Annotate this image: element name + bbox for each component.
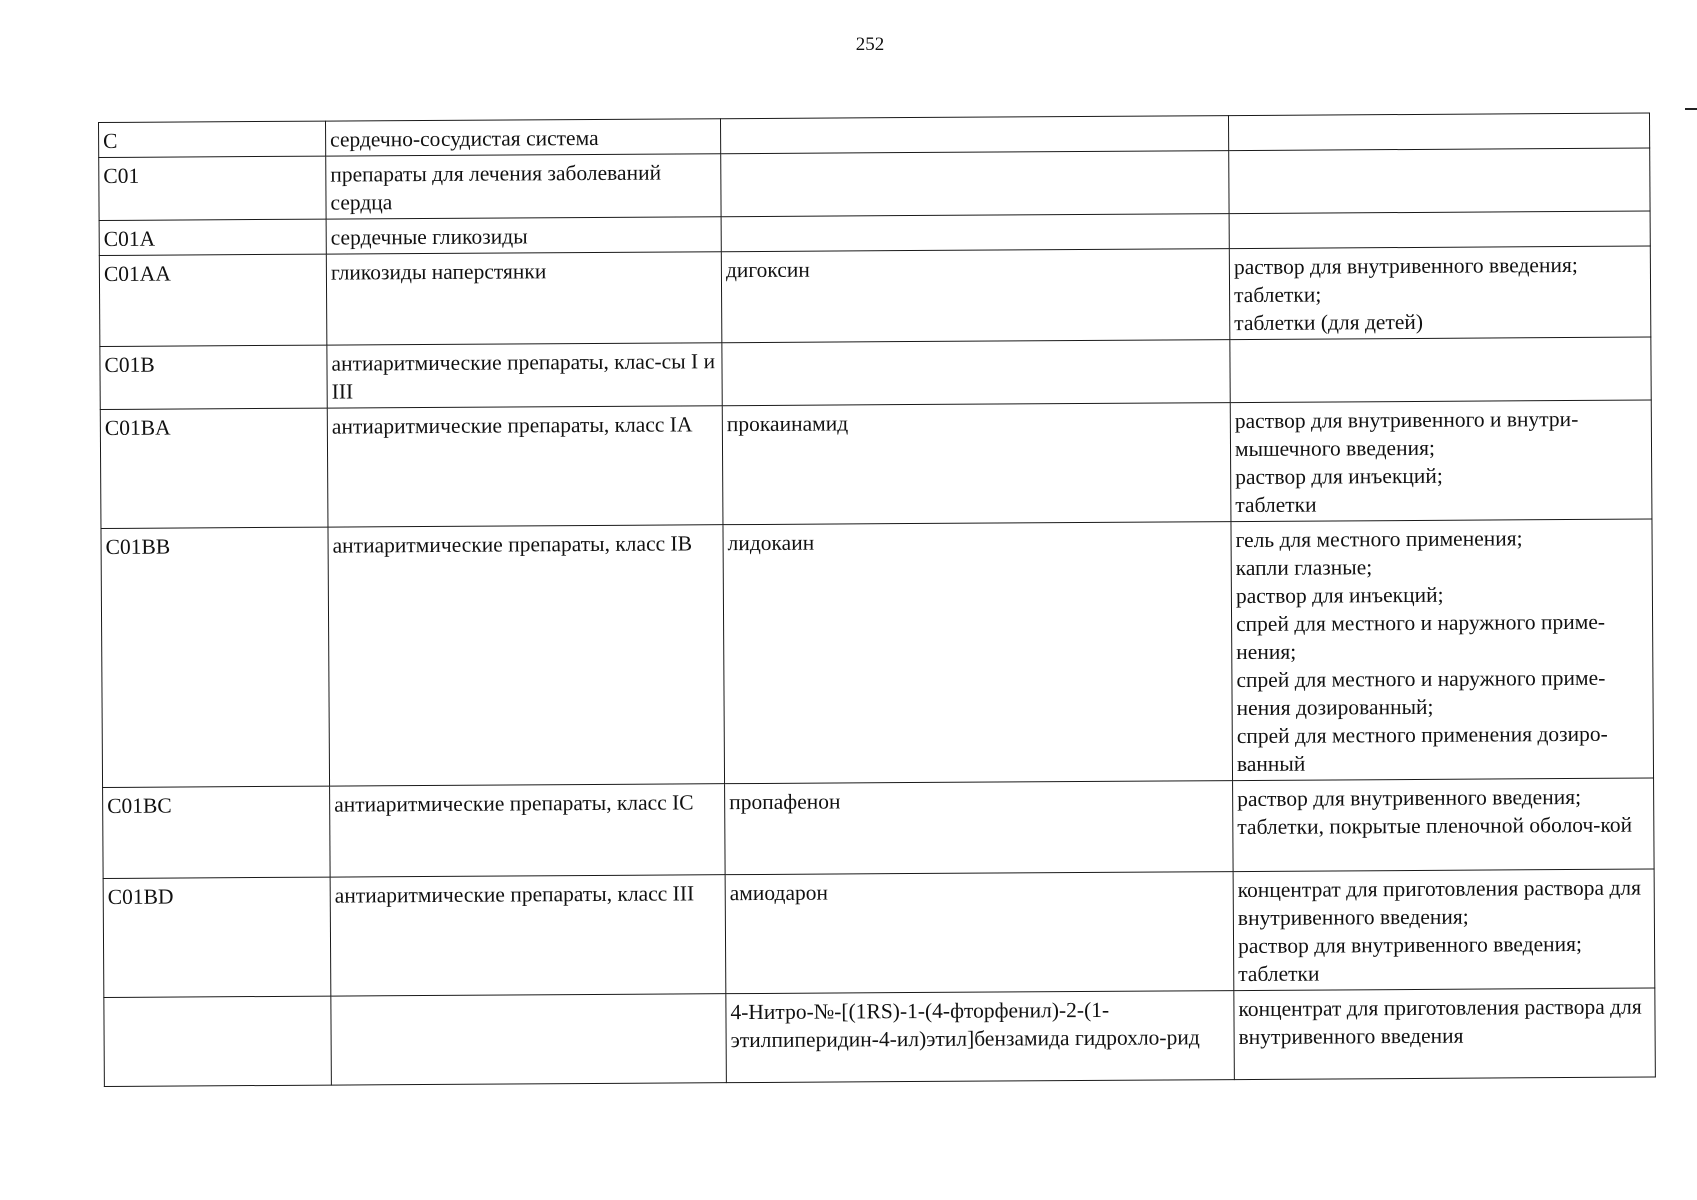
atc-code: C01B <box>100 345 327 409</box>
dosage-forms <box>1229 246 1651 340</box>
edge-mark <box>1685 108 1697 110</box>
dosage-form-item: таблетки, покрытые пленочной оболоч-кой <box>1237 812 1633 840</box>
dosage-form-item: таблетки; <box>1234 282 1322 308</box>
substance-name <box>722 340 1230 406</box>
dosage-forms <box>1230 400 1652 522</box>
dosage-forms <box>1230 337 1651 403</box>
atc-code: C01BB <box>101 527 330 787</box>
table-row <box>100 337 1651 409</box>
page-number: 252 <box>855 34 885 55</box>
dosage-forms <box>1229 211 1650 249</box>
group-name: сердечные гликозиды <box>326 217 721 254</box>
substance-name: лидокаин <box>723 522 1233 784</box>
dosage-form-item: гель для местного применения; <box>1235 526 1523 553</box>
substance-name: пропафенон <box>725 781 1234 875</box>
substance-name: амиодарон <box>725 872 1234 994</box>
dosage-forms <box>1231 519 1654 781</box>
dosage-forms <box>1234 988 1656 1080</box>
group-name: антиаритмические препараты, класс III <box>330 875 726 996</box>
group-name: препараты для лечения заболеваний сердца <box>326 154 721 219</box>
atc-code <box>104 996 332 1086</box>
dosage-form-item: раствор для инъекций; <box>1235 463 1443 490</box>
table-row <box>99 148 1650 220</box>
dosage-forms <box>1228 113 1649 151</box>
table-row <box>100 400 1652 528</box>
dosage-form-item: концентрат для приготовления раствора для внутривенного введения <box>1238 994 1642 1050</box>
dosage-forms <box>1229 148 1650 214</box>
dosage-form-item: таблетки <box>1235 492 1317 518</box>
dosage-form-item: спрей для местного применения дозиро-ванный <box>1236 721 1608 777</box>
substance-name: 4-Нитро-№-[(1RS)-1-(4-фторфенил)-2-(1-этилпиперидин-4-ил)этил]бензамида гидрохло-рид <box>726 991 1235 1083</box>
table-row <box>101 519 1654 787</box>
group-name <box>331 994 727 1085</box>
dosage-form-item: раствор для внутривенного и внутри-мышечного введения; <box>1234 406 1579 462</box>
atc-code: C01BC <box>103 786 331 878</box>
table-row <box>103 869 1655 997</box>
atc-code: C01 <box>99 156 326 220</box>
table-row <box>104 988 1656 1086</box>
atc-code: C01AA <box>99 254 327 346</box>
table-row <box>103 778 1655 878</box>
dosage-form-item: таблетки <box>1238 961 1320 987</box>
atc-code: C01BD <box>103 877 331 997</box>
substance-name: прокаинамид <box>722 403 1231 525</box>
group-name: антиаритмические препараты, класс IB <box>328 525 725 786</box>
group-name: сердечно-сосудистая система <box>325 119 720 156</box>
dosage-form-item: таблетки (для детей) <box>1234 309 1424 336</box>
atc-code: C01BA <box>100 408 328 528</box>
substance-name <box>721 214 1229 252</box>
dosage-form-item: раствор для инъекций; <box>1235 582 1444 609</box>
substance-name <box>720 116 1228 154</box>
dosage-form-item: спрей для местного и наружного приме-нения дозированный; <box>1236 665 1606 721</box>
substance-name: дигоксин <box>721 249 1230 343</box>
group-name: гликозиды наперстянки <box>326 252 722 345</box>
substance-name <box>721 151 1229 217</box>
atc-code: C01A <box>99 219 326 255</box>
atc-code: C <box>99 121 326 157</box>
dosage-form-item: раствор для внутривенного введения; <box>1237 784 1582 812</box>
dosage-forms <box>1233 869 1655 991</box>
dosage-form-item: раствор для внутривенного введения; <box>1233 252 1578 280</box>
dosage-form-item: раствор для внутривенного введения; <box>1237 931 1583 959</box>
dosage-form-item: спрей для местного и наружного приме-нения; <box>1236 609 1606 665</box>
dosage-form-item: концентрат для приготовления раствора для внутривенного введения; <box>1237 875 1642 931</box>
dosage-form-item: капли глазные; <box>1235 555 1373 581</box>
group-name: антиаритмические препараты, клас-сы I и III <box>327 343 722 408</box>
table-row <box>99 246 1651 346</box>
drug-classification-table <box>98 113 1656 1087</box>
group-name: антиаритмические препараты, класс IC <box>330 784 726 877</box>
group-name: антиаритмические препараты, класс IA <box>327 406 723 527</box>
dosage-forms <box>1233 778 1655 872</box>
